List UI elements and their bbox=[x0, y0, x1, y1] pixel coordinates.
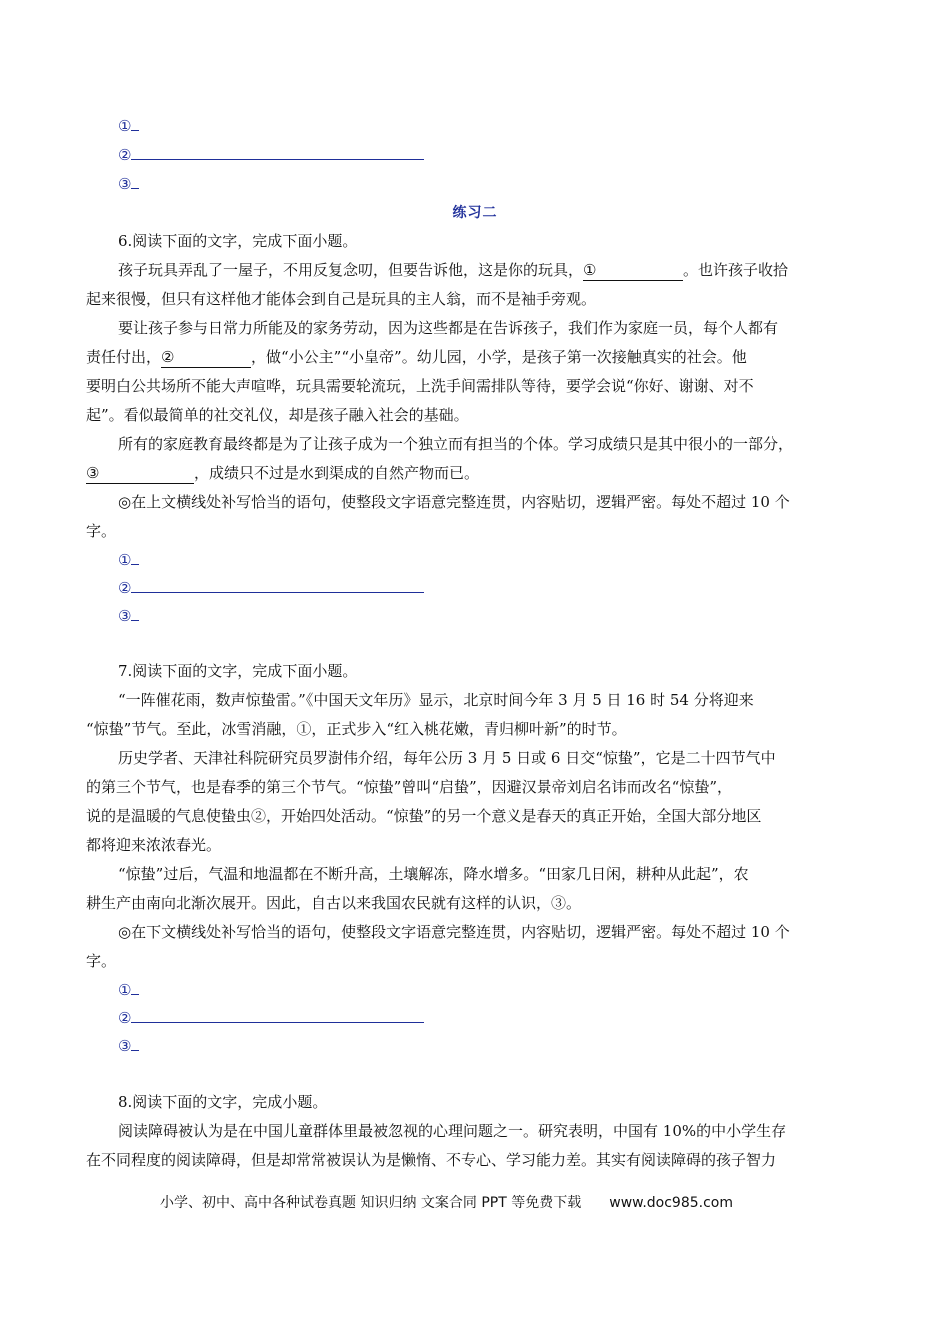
q6-answer-1[interactable]: ① bbox=[118, 550, 139, 570]
section-title: 练习二 bbox=[452, 205, 498, 221]
q7-title: 7.阅读下面的文字，完成下面小题。 bbox=[118, 662, 358, 680]
q7-paragraph-2: 历史学者、天津社科院研究员罗澍伟介绍，每年公历 3 月 5 日或 6 日交“惊蛰”，它是二十四节气中 bbox=[118, 749, 776, 767]
answer-line-1[interactable] bbox=[118, 116, 139, 136]
page-footer bbox=[160, 1192, 733, 1212]
answer-line-3[interactable] bbox=[118, 174, 139, 194]
q8-paragraph-1: 阅读障碍被认为是在中国儿童群体里最被忽视的心理问题之一。研究表明，中国有 10%的中小学生存 bbox=[118, 1122, 787, 1140]
q6-answer-2[interactable]: ② bbox=[118, 578, 424, 598]
q7-paragraph-2-cont2: 说的是温暖的气息使蛰虫②，开始四处活动。“惊蛰”的另一个意义是春天的真正开始，全国大部分地区 bbox=[86, 807, 762, 825]
q6-paragraph-3: 所有的家庭教育最终都是为了让孩子成为一个独立而有担当的个体。学习成绩只是其中很小的一部分， bbox=[118, 435, 794, 453]
blank-3[interactable]: ③ bbox=[86, 463, 194, 484]
q6-title: 6.阅读下面的文字，完成下面小题。 bbox=[118, 232, 358, 250]
q6-paragraph-1: 孩子玩具弄乱了一屋子，不用反复念叨，但要告诉他，这是你的玩具，① 。也许孩子收拾 bbox=[118, 261, 789, 279]
q6-instruction: ◎在上文横线处补写恰当的语句，使整段文字语意完整连贯，内容贴切，逻辑严密。每处不超过 10 个 bbox=[118, 493, 790, 511]
q7-instruction-cont: 字。 bbox=[86, 952, 117, 970]
q7-paragraph-1-cont: “惊蛰”节气。至此，冰雪消融，①，正式步入“红入桃花嫩，青归柳叶新”的时节。 bbox=[86, 720, 627, 738]
q6-paragraph-2-cont3: 起”。看似最简单的社交礼仪，却是孩子融入社会的基础。 bbox=[86, 406, 469, 424]
q8-title: 8.阅读下面的文字，完成小题。 bbox=[118, 1093, 328, 1111]
answer-marker: ① bbox=[118, 117, 132, 135]
q6-answer-3[interactable]: ③ bbox=[118, 606, 139, 626]
q6-paragraph-2: 要让孩子参与日常力所能及的家务劳动，因为这些都是在告诉孩子，我们作为家庭一员，每个人都有 bbox=[118, 319, 779, 337]
q6-paragraph-2-cont: 责任付出，② ，做“小公主”“小皇帝”。幼儿园，小学，是孩子第一次接触真实的社会。他 bbox=[86, 348, 747, 366]
q6-paragraph-3-cont: ③ ，成绩只不过是水到渠成的自然产物而已。 bbox=[86, 464, 480, 482]
q7-paragraph-3-cont: 耕生产由南向北渐次展开。因此，自古以来我国农民就有这样的认识，③。 bbox=[86, 894, 582, 912]
q7-paragraph-1: “一阵催花雨，数声惊蛰雷。”《中国天文年历》显示，北京时间今年 3 月 5 日 16 时 54 分将迎来 bbox=[118, 691, 754, 709]
q7-instruction: ◎在下文横线处补写恰当的语句，使整段文字语意完整连贯，内容贴切，逻辑严密。每处不超过 10 个 bbox=[118, 923, 790, 941]
footer-text: 小学、初中、高中各种试卷真题 知识归纳 文案合同 PPT 等免费下载 bbox=[160, 1195, 582, 1211]
blank-1[interactable]: ① bbox=[583, 260, 683, 281]
footer-site-link[interactable]: www.doc985.com bbox=[609, 1195, 733, 1211]
answer-marker: ② bbox=[118, 146, 132, 164]
q6-paragraph-2-cont2: 要明白公共场所不能大声喧哗，玩具需要轮流玩，上洗手间需排队等待，要学会说“你好、谢谢、对不 bbox=[86, 377, 754, 395]
q7-answer-2[interactable]: ② bbox=[118, 1008, 424, 1028]
answer-marker: ③ bbox=[118, 175, 132, 193]
blank-2[interactable]: ② bbox=[161, 347, 251, 368]
q8-paragraph-1-cont: 在不同程度的阅读障碍，但是却常常被误认为是懒惰、不专心、学习能力差。其实有阅读障碍的孩子智力 bbox=[86, 1151, 777, 1169]
q7-answer-1[interactable]: ① bbox=[118, 980, 139, 1000]
q6-instruction-cont: 字。 bbox=[86, 522, 117, 540]
answer-line-2[interactable] bbox=[118, 145, 424, 165]
q7-paragraph-2-cont3: 都将迎来浓浓春光。 bbox=[86, 836, 222, 854]
q7-answer-3[interactable]: ③ bbox=[118, 1036, 139, 1056]
q7-paragraph-3: “惊蛰”过后，气温和地温都在不断升高，土壤解冻，降水增多。“田家几日闲，耕种从此起”，农 bbox=[118, 865, 749, 883]
q7-paragraph-2-cont: 的第三个节气，也是春季的第三个节气。“惊蛰”曾叫“启蛰”，因避汉景帝刘启名讳而改名“惊蛰”， bbox=[86, 778, 733, 796]
q6-paragraph-1-cont: 起来很慢，但只有这样他才能体会到自己是玩具的主人翁，而不是袖手旁观。 bbox=[86, 290, 597, 308]
